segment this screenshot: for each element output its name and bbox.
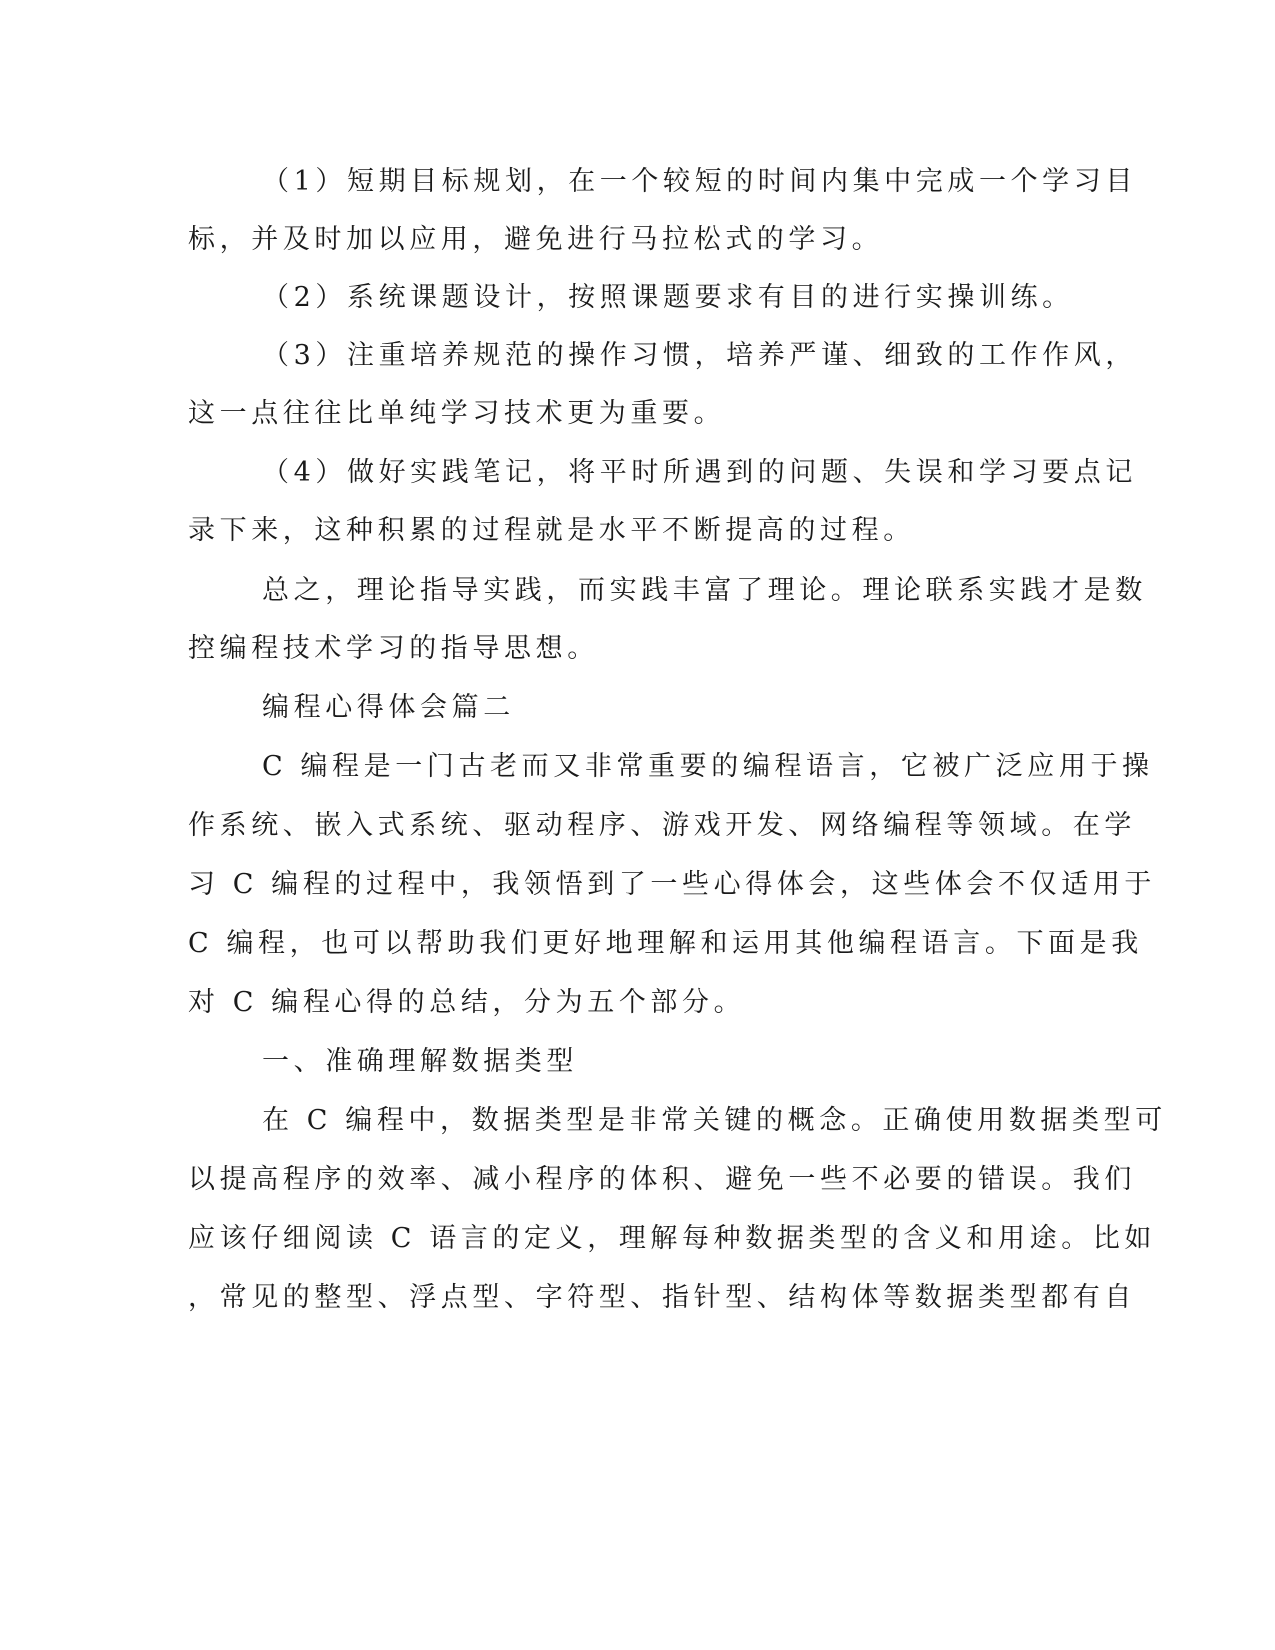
section-heading: 编程心得体会篇二 <box>262 692 515 723</box>
paragraph-1-line-2: 标，并及时加以应用，避免进行马拉松式的学习。 <box>188 224 884 255</box>
paragraph-1-line-1: （1）短期目标规划，在一个较短的时间内集中完成一个学习目 <box>262 166 1137 197</box>
paragraph-6-line-3: 习 C 编程的过程中，我领悟到了一些心得体会，这些体会不仅适用于 <box>188 869 1157 900</box>
paragraph-2-line-1: （2）系统课题设计，按照课题要求有目的进行实操训练。 <box>262 282 1074 313</box>
paragraph-6-line-2: 作系统、嵌入式系统、驱动程序、游戏开发、网络编程等领域。在学 <box>188 810 1136 841</box>
paragraph-6-line-1: C 编程是一门古老而又非常重要的编程语言，它被广泛应用于操 <box>262 751 1154 782</box>
paragraph-3-line-1: （3）注重培养规范的操作习惯，培养严谨、细致的工作作风， <box>262 340 1137 371</box>
paragraph-6-line-4: C 编程，也可以帮助我们更好地理解和运用其他编程语言。下面是我 <box>188 928 1143 959</box>
subsection-heading: 一、准确理解数据类型 <box>262 1046 578 1077</box>
paragraph-7-line-1: 在 C 编程中，数据类型是非常关键的概念。正确使用数据类型可 <box>262 1105 1167 1136</box>
paragraph-3-line-2: 这一点往往比单纯学习技术更为重要。 <box>188 398 726 429</box>
paragraph-4-line-2: 录下来，这种积累的过程就是水平不断提高的过程。 <box>188 515 915 546</box>
paragraph-5-line-1: 总之，理论指导实践，而实践丰富了理论。理论联系实践才是数 <box>262 575 1147 606</box>
paragraph-7-line-2: 以提高程序的效率、减小程序的体积、避免一些不必要的错误。我们 <box>188 1164 1136 1195</box>
paragraph-6-line-5: 对 C 编程心得的总结，分为五个部分。 <box>188 987 746 1018</box>
paragraph-4-line-1: （4）做好实践笔记，将平时所遇到的问题、失误和学习要点记 <box>262 457 1137 488</box>
paragraph-5-line-2: 控编程技术学习的指导思想。 <box>188 633 599 664</box>
paragraph-7-line-4: ，常见的整型、浮点型、字符型、指针型、结构体等数据类型都有自 <box>188 1282 1136 1313</box>
paragraph-7-line-3: 应该仔细阅读 C 语言的定义，理解每种数据类型的含义和用途。比如 <box>188 1223 1157 1254</box>
